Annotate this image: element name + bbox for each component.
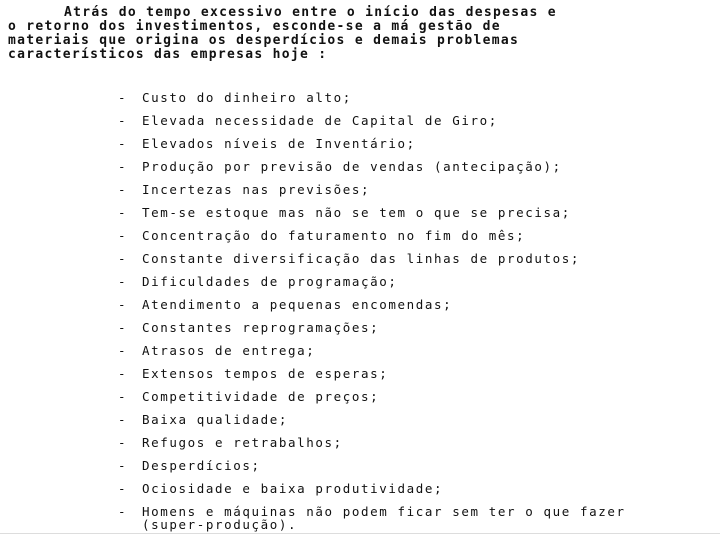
list-item [118, 293, 693, 316]
list-item [118, 132, 693, 155]
list-item-text: Produção por previsão de vendas (antecipação); [142, 159, 562, 174]
list-item [118, 155, 693, 178]
list-item-text: Baixa qualidade; [142, 412, 289, 427]
list-item [118, 178, 693, 201]
list-item-text: Desperdícios; [142, 458, 261, 473]
intro-line-3 [8, 34, 688, 48]
list-item [118, 201, 693, 224]
intro-line-3-text: que origina os desperdícios e demais problemas [90, 33, 520, 48]
list-item-text: Homens e máquinas não podem ficar sem ter o que fazer (super-produção). [142, 504, 626, 532]
intro-line-1: Atrás do tempo excessivo entre o início das despesas e [64, 5, 557, 20]
list-item-text: Incertezas nas previsões; [142, 182, 371, 197]
list-item [118, 316, 693, 339]
list-item [118, 500, 693, 536]
list-item-text: Elevada necessidade de Capital de Giro; [142, 113, 498, 128]
list-item [118, 224, 693, 247]
bullet-dash: - [118, 136, 128, 151]
bullet-dash: - [118, 320, 128, 335]
bullet-dash: - [118, 113, 128, 128]
bullet-dash: - [118, 297, 128, 312]
list-item-text: Constante diversificação das linhas de produtos; [142, 251, 581, 266]
list-item-text: Ociosidade e baixa produtividade; [142, 481, 444, 496]
bullet-dash: - [118, 504, 128, 519]
bullet-dash: - [118, 412, 128, 427]
list-item-text: Competitividade de preços; [142, 389, 380, 404]
bullet-dash: - [118, 435, 128, 450]
list-item [118, 477, 693, 500]
bullet-dash: - [118, 274, 128, 289]
list-item [118, 339, 693, 362]
list-item-text: Tem-se estoque mas não se tem o que se precisa; [142, 205, 571, 220]
bullet-dash: - [118, 90, 128, 105]
list-item-text: Concentração do faturamento no fim do mês; [142, 228, 526, 243]
list-item [118, 431, 693, 454]
list-item [118, 270, 693, 293]
bullet-dash: - [118, 159, 128, 174]
list-item [118, 385, 693, 408]
list-item-text: Extensos tempos de esperas; [142, 366, 389, 381]
intro-line-4: característicos das empresas hoje : [8, 47, 328, 62]
list-item-text: Dificuldades de programação; [142, 274, 398, 289]
intro-line-3-emphasis: materiais [8, 33, 91, 48]
list-item-text: Atendimento a pequenas encomendas; [142, 297, 453, 312]
list-item-text: Refugos e retrabalhos; [142, 435, 343, 450]
list-item-text: Atrasos de entrega; [142, 343, 316, 358]
bullet-dash: - [118, 251, 128, 266]
list-item-text: Constantes reprogramações; [142, 320, 380, 335]
intro-line-2 [8, 20, 688, 34]
list-item [118, 454, 693, 477]
bullet-dash: - [118, 389, 128, 404]
intro-line-2-text: o retorno dos investimentos, esconde-se a [8, 19, 392, 34]
list-item-text: Custo do dinheiro alto; [142, 90, 352, 105]
bullet-dash: - [118, 228, 128, 243]
intro-line-2-emphasis: má gestão de [391, 19, 501, 34]
list-item [118, 109, 693, 132]
bullet-dash: - [118, 458, 128, 473]
page-bottom-edge [0, 533, 720, 540]
bullet-list [118, 86, 693, 536]
bullet-dash: - [118, 343, 128, 358]
list-item [118, 362, 693, 385]
list-item [118, 86, 693, 109]
bullet-dash: - [118, 182, 128, 197]
bullet-dash: - [118, 366, 128, 381]
list-item [118, 408, 693, 431]
bullet-dash: - [118, 205, 128, 220]
list-item [118, 247, 693, 270]
list-item-text: Elevados níveis de Inventário; [142, 136, 416, 151]
bullet-dash: - [118, 481, 128, 496]
intro-paragraph [8, 6, 688, 62]
